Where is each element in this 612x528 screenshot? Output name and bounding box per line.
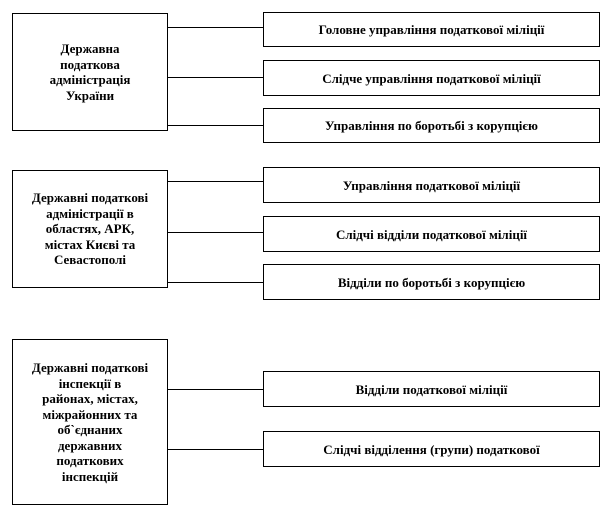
connector-line — [168, 77, 264, 78]
connector-line — [168, 27, 264, 28]
parent-box-regional-tax-administrations — [12, 170, 168, 288]
child-label: Управління по боротьбі з корупцією — [325, 118, 538, 133]
child-box-anti-corruption-directorate — [263, 108, 600, 143]
child-label: Управління податкової міліції — [342, 177, 521, 193]
child-box-investigative-directorate — [263, 60, 600, 96]
parent-label: Державна податкова адміністрація України — [49, 41, 131, 103]
connector-line — [168, 389, 264, 390]
child-label: Головне управління податкової міліції — [318, 22, 545, 37]
parent-label: Державні податкові інспекції в районах, містах, міжрайонних та об`єднаних державних податкових інспекцій — [31, 360, 149, 484]
child-box-investigative-departments — [263, 216, 600, 252]
connector-line — [168, 125, 264, 126]
child-box-anti-corruption-departments — [263, 264, 600, 300]
connector-line — [168, 282, 264, 283]
connector-line — [168, 449, 264, 450]
child-box-investigative-units — [263, 431, 600, 467]
child-box-tax-police-directorate — [263, 167, 600, 203]
parent-box-state-tax-inspections — [12, 339, 168, 505]
child-label: Слідче управління податкової міліції — [322, 70, 541, 86]
child-label: Відділи по боротьбі з корупцією — [337, 274, 526, 290]
parent-box-state-tax-administration — [12, 13, 168, 131]
child-label: Слідчі відділи податкової міліції — [335, 226, 528, 242]
connector-line — [168, 181, 264, 182]
parent-label: Державні податкові адміністрації в областях, АРК, містах Києві та Севастополі — [31, 190, 149, 268]
child-label: Слідчі відділення (групи) податкової — [323, 441, 540, 457]
child-box-tax-police-departments — [263, 371, 600, 407]
connector-line — [168, 232, 264, 233]
child-label: Відділи податкової міліції — [355, 381, 508, 397]
child-box-main-tax-police-directorate — [263, 12, 600, 47]
